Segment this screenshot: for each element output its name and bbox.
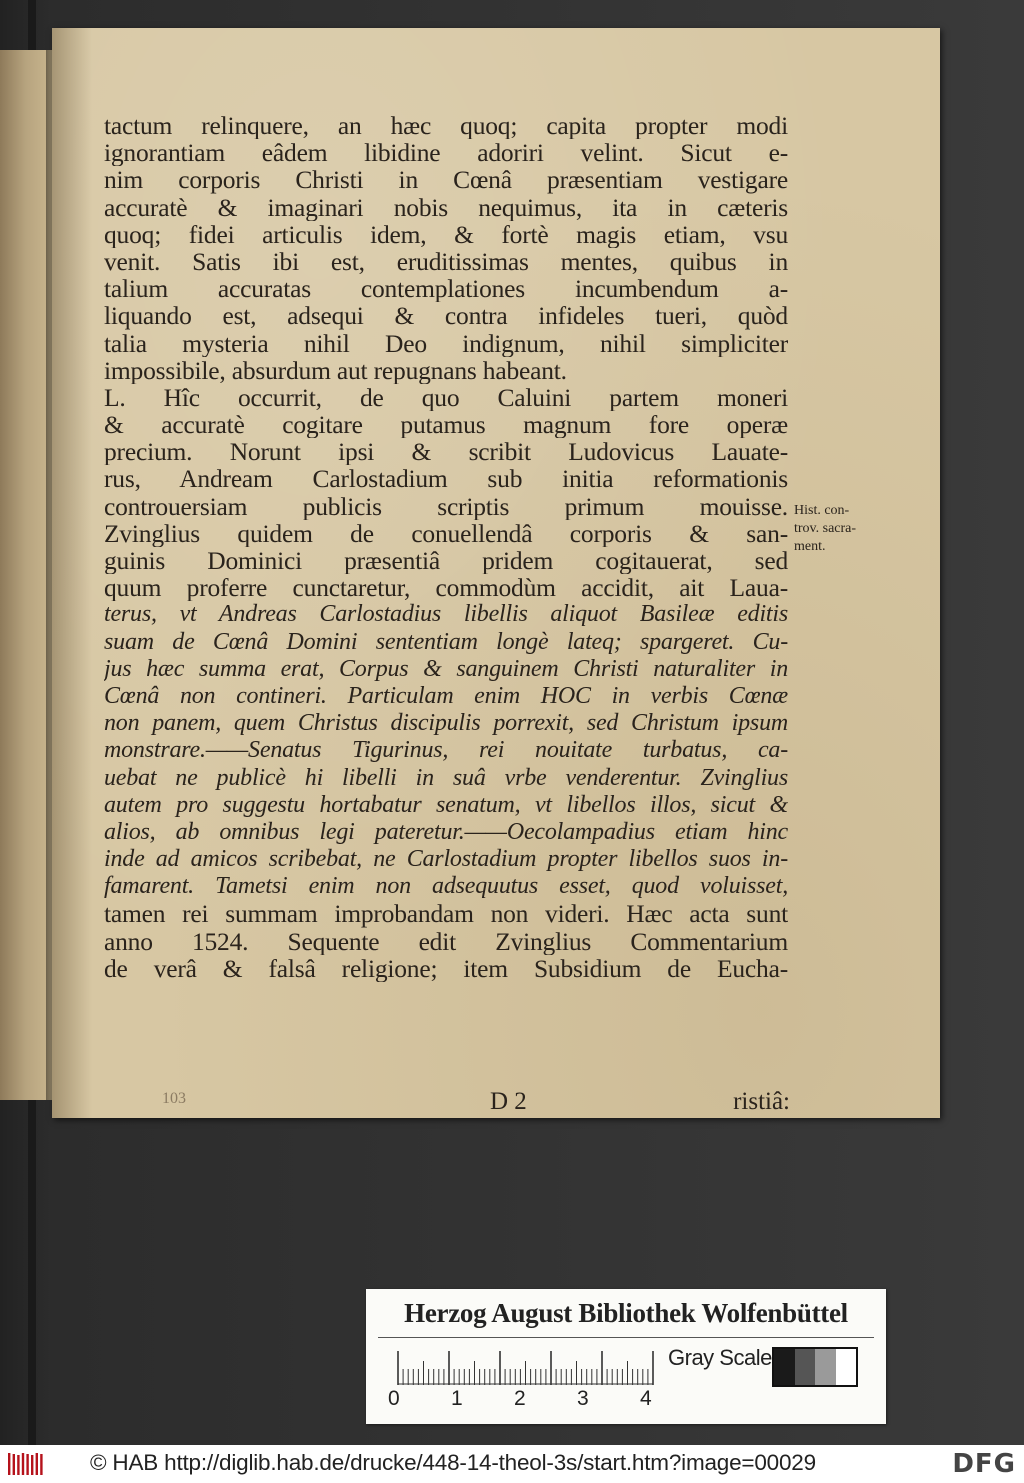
catchword: ristiâ:: [733, 1088, 790, 1115]
hab-logo-bar: [13, 1454, 15, 1475]
text-line: terus, vt Andreas Carlostadius libellis aliquot Basileæ editis: [104, 601, 788, 628]
text-line: non panem, quem Christus discipulis porrexit, sed Christum ipsum: [104, 710, 788, 737]
text-line: tamen rei summam improbandam non videri. Hæc acta sunt: [104, 900, 788, 928]
marginal-note-line: trov. sacra-: [794, 521, 857, 536]
hab-logo-bar: [36, 1453, 38, 1475]
text-line: precium. Norunt ipsi & scribit Ludovicus Lauate-: [104, 438, 788, 466]
dfg-logo: DFG: [952, 1449, 1016, 1479]
text-line: nim corporis Christi in Cœnâ præsentiam vestigare: [104, 166, 788, 194]
document-page: [52, 28, 940, 1118]
text-line: controuersiam publicis scriptis primum mouisse.: [104, 492, 788, 520]
hab-logo-bar: [8, 1453, 10, 1475]
previous-page-edge: [0, 50, 52, 1100]
text-line: famarent. Tametsi enim non adsequutus esset, quod voluisset,: [104, 873, 788, 900]
text-line: accuratè & imaginari nobis nequimus, ita in cæteris: [104, 193, 788, 221]
text-line: impossibile, absurdum aut repugnans habeant.: [104, 356, 567, 384]
hab-logo-bar: [26, 1454, 28, 1475]
text-line: anno 1524. Sequente edit Zvinglius Commentarium: [104, 927, 788, 955]
ruler-number: 0: [388, 1387, 400, 1410]
text-line: Zvinglius quidem de conuellendâ corporis & san-: [104, 519, 788, 547]
text-line: talia mysteria nihil Deo indignum, nihil simpliciter: [104, 329, 788, 357]
text-line: monstrare.——Senatus Tigurinus, rei nouitate turbatus, ca-: [104, 737, 788, 764]
text-line: guinis Dominici præsentiâ pridem cogitauerat, sed: [104, 547, 788, 575]
ruler-number: 1: [451, 1387, 463, 1410]
hab-logo-bar: [22, 1453, 24, 1475]
text-line: rus, Andream Carlostadium sub initia reformationis: [104, 465, 788, 493]
hab-logo-bar: [17, 1455, 19, 1475]
text-line: quum proferre cunctaretur, commodùm accidit, ait Laua-: [104, 574, 788, 602]
page-gutter-shading: [52, 28, 92, 1118]
gray-swatch: [795, 1349, 816, 1385]
text-line: suam de Cœnâ Domini sententiam longè lateq; spargeret. Cu-: [104, 628, 788, 655]
attribution-link[interactable]: © HAB http://diglib.hab.de/drucke/448-14-theol-3s/start.htm?image=00029: [90, 1450, 816, 1475]
ruler-number: 4: [640, 1387, 652, 1410]
marginal-note-line: ment.: [794, 539, 826, 554]
library-label-card: [366, 1289, 886, 1424]
ruler-numbers: [388, 1387, 688, 1415]
bleed-through-page-number: 103: [162, 1090, 186, 1107]
attribution-bar: [0, 1445, 1024, 1483]
text-line: autem pro suggestu hortabatur senatum, vt libellos illos, sicut &: [104, 791, 788, 818]
text-line: de verâ & falsâ religione; item Subsidium de Eucha-: [104, 954, 788, 982]
text-line: Cœnâ non contineri. Particulam enim HOC in verbis Cœnæ: [104, 682, 788, 709]
marginal-note-line: Hist. con-: [794, 503, 850, 518]
hab-logo-bar: [31, 1455, 33, 1475]
gray-scale-bar: [772, 1347, 858, 1387]
text-line: alios, ab omnibus legi pateretur.——Oecolampadius etiam hinc: [104, 818, 788, 845]
ruler-number: 3: [577, 1387, 589, 1410]
text-line: liquando est, adsequi & contra infideles tueri, quòd: [104, 302, 788, 330]
text-line: & accuratè cogitare putamus magnum fore operæ: [104, 411, 788, 439]
hab-logo-bar: [40, 1454, 42, 1475]
text-line: jus hæc summa erat, Corpus & sanguinem Christi naturaliter in: [104, 655, 788, 682]
label-divider: [378, 1337, 874, 1338]
gray-swatch: [774, 1349, 795, 1385]
marginal-note: [794, 502, 894, 556]
text-line: ignorantiam eâdem libidine adoriri velint. Sicut e-: [104, 139, 788, 167]
gray-scale-label: Gray Scale: [668, 1345, 772, 1370]
gray-swatch: [815, 1349, 836, 1385]
ruler-scale: [396, 1349, 656, 1385]
page-footer: [162, 1088, 790, 1118]
hab-logo-icon: [6, 1451, 46, 1477]
body-text: [104, 112, 788, 982]
text-line: uebat ne publicè hi libelli in suâ vrbe venderentur. Zvinglius: [104, 764, 788, 791]
text-line: talium accuratas contemplationes incumbendum a-: [104, 275, 788, 303]
text-line: venit. Satis ibi est, eruditissimas mentes, quibus in: [104, 247, 788, 276]
library-name: Herzog August Bibliothek Wolfenbüttel: [404, 1298, 848, 1328]
text-line: quoq; fidei articulis idem, & fortè magis etiam, vsu: [104, 220, 788, 248]
text-line: L. Hîc occurrit, de quo Caluini partem moneri: [104, 383, 788, 412]
text-line: inde ad amicos scribebat, ne Carlostadium propter libellos suos in-: [104, 846, 788, 873]
ruler-number: 2: [514, 1387, 526, 1410]
text-line: tactum relinquere, an hæc quoq; capita propter modi: [104, 112, 788, 140]
gray-swatch: [836, 1349, 857, 1385]
signature-mark: D 2: [490, 1088, 527, 1115]
